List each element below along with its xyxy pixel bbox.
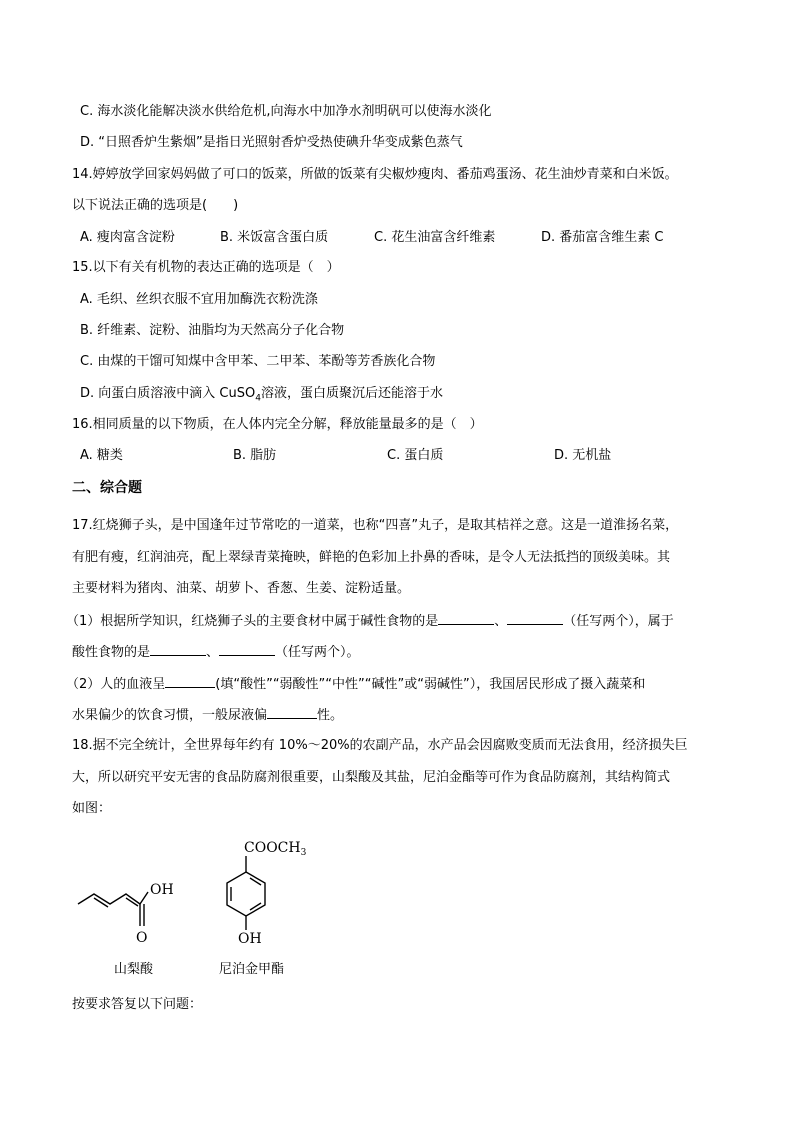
q13-option-d: D. “日照香炉生紫烟”是指日光照射香炉受热使碘升华变成紫色蒸气 — [80, 135, 463, 150]
methylparaben-caption: 尼泊金甲酯 — [219, 962, 285, 977]
q15-option-a: A. 毛织、丝织衣服不宜用加酶洗衣粉洗涤 — [80, 292, 318, 307]
q17-para-line3: 主要材料为猪肉、油菜、胡萝卜、香葱、生姜、淀粉适量。 — [72, 581, 411, 596]
q15-option-d: D. 向蛋白质溶液中滴入 CuSO$_4$溶液，蛋白质聚沉后还能溶于水 — [80, 386, 443, 404]
q17-sub1-line2: 酸性食物的是 、 （任写两个）。 — [72, 645, 360, 660]
q14-option-d: D. 番茄富含维生素 C — [541, 230, 664, 245]
q16-stem: 16.相同质量的以下物质，在人体内完全分解，释放能量最多的是（ ） — [72, 417, 483, 432]
q17-sub1-line1: （1）根据所学知识，红烧狮子头的主要食材中属于碱性食物的是 、 （任写两个），属于 — [66, 614, 674, 629]
answer-blank[interactable] — [438, 612, 494, 625]
q16-option-b: B. 脂肪 — [233, 448, 277, 463]
answer-blank[interactable] — [165, 675, 215, 688]
q15-stem: 15.以下有关有机物的表达正确的选项是（ ） — [72, 260, 340, 275]
q14-option-b: B. 米饭富含蛋白质 — [220, 230, 329, 245]
q17-para-line2: 有肥有瘦，红润油亮，配上翠绿青菜掩映，鲜艳的色彩加上扑鼻的香味，是令人无法抵挡的顶级美味。其 — [72, 550, 671, 565]
methylparaben-structure — [227, 856, 265, 930]
section-title: 二、综合题 — [72, 480, 142, 496]
sorbic-acid-structure — [78, 892, 148, 926]
methylparaben-cooch3-label: $COOCH_3$ — [244, 840, 307, 858]
structure-figure — [66, 832, 316, 958]
q16-option-c: C. 蛋白质 — [387, 448, 444, 463]
answer-blank[interactable] — [150, 643, 206, 656]
sorbic-o-label: O — [136, 930, 148, 946]
sorbic-acid-caption: 山梨酸 — [114, 962, 154, 977]
q17-para-line1: 17.红烧狮子头，是中国逢年过节常吃的一道菜，也称“四喜”丸子，是取其桔祥之意。这是一道淮扬名菜， — [72, 518, 679, 533]
q13-option-c: C. 海水淡化能解决淡水供给危机,向海水中加净水剂明矾可以使海水淡化 — [80, 104, 492, 119]
methylparaben-oh-label: OH — [238, 931, 262, 947]
q18-instruction: 按要求答复以下问题： — [72, 997, 203, 1012]
q14-option-c: C. 花生油富含纤维素 — [374, 230, 496, 245]
sorbic-oh-label: OH — [150, 882, 174, 898]
answer-blank[interactable] — [507, 612, 563, 625]
q14-stem-line2: 以下说法正确的选项是( ) — [72, 198, 239, 213]
q15-option-c: C. 由煤的干馏可知煤中含甲苯、二甲苯、苯酚等芳香族化合物 — [80, 354, 436, 369]
q15-option-b: B. 纤维素、淀粉、油脂均为天然高分子化合物 — [80, 323, 345, 338]
q18-para-line3: 如图： — [72, 801, 112, 816]
q16-option-d: D. 无机盐 — [554, 448, 612, 463]
answer-blank[interactable] — [267, 706, 317, 719]
q16-option-a: A. 糖类 — [80, 448, 123, 463]
q18-para-line1: 18.据不完全统计，全世界每年约有 10%～20%的农副产品，水产品会因腐败变质而无法食用，经济损失巨 — [72, 738, 688, 753]
q17-sub2-line2: 水果偏少的饮食习惯，一般尿液偏 性。 — [72, 708, 344, 723]
answer-blank[interactable] — [219, 643, 275, 656]
q14-option-a: A. 瘦肉富含淀粉 — [80, 230, 175, 245]
q18-para-line2: 大，所以研究平安无害的食品防腐剂很重要，山梨酸及其盐，尼泊金酯等可作为食品防腐剂，其结构简式 — [72, 770, 671, 785]
q14-stem-line1: 14.婷婷放学回家妈妈做了可口的饭菜，所做的饭菜有尖椒炒瘦肉、番茄鸡蛋汤、花生油炒青菜和白米饭。 — [72, 167, 678, 182]
q17-sub2-line1: （2）人的血液呈 (填“酸性”“弱酸性”“中性”“碱性”或“弱碱性”），我国居民形成了摄入蔬菜和 — [66, 677, 646, 692]
